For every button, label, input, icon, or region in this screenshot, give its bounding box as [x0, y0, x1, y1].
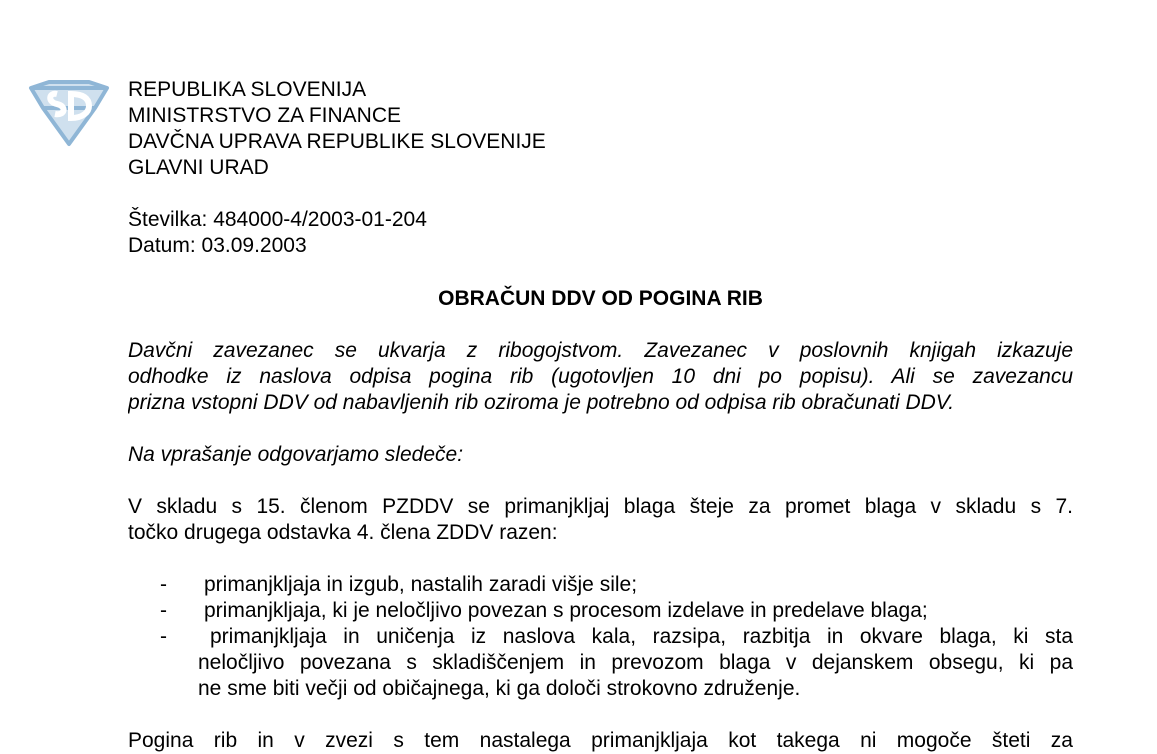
question-line-2: odhodke iz naslova odpisa pogina rib (ugotovljen 10 dni po popisu). Ali se zavezancu — [128, 365, 1073, 388]
durs-shield-logo-icon — [27, 78, 111, 150]
list-item: primanjkljaja in uničenja iz naslova kala, razsipa, razbitja in okvare blaga, ki sta — [210, 625, 1073, 648]
header-line-1: REPUBLIKA SLOVENIJA — [128, 78, 367, 101]
header-line-4: GLAVNI URAD — [128, 156, 269, 179]
header-line-3: DAVČNA UPRAVA REPUBLIKE SLOVENIJE — [128, 130, 546, 153]
document-number: Številka: 484000-4/2003-01-204 — [128, 208, 427, 231]
list-item-dash: - — [160, 625, 167, 648]
list-item-dash: - — [160, 573, 167, 596]
list-item: primanjkljaja in izgub, nastalih zaradi višje sile; — [204, 573, 638, 596]
list-item-continuation: neločljivo povezana s skladiščenjem in prevozom blaga v dejanskem obsegu, ki pa — [198, 651, 1073, 674]
list-item: primanjkljaja, ki je neločljivo povezan s procesom izdelave in predelave blaga; — [204, 599, 928, 622]
question-line-1: Davčni zavezanec se ukvarja z ribogojstvom. Zavezanec v poslovnih knjigah izkazuje — [128, 339, 1073, 362]
header-line-2: MINISTRSTVO ZA FINANCE — [128, 104, 402, 127]
list-item-dash: - — [160, 599, 167, 622]
paragraph-cut-line: Pogina rib in v zvezi s tem nastalega primanjkljaja kot takega ni mogoče šteti za — [128, 729, 1073, 752]
list-item-continuation: ne sme biti večji od običajnega, ki ga določi strokovno združenje. — [198, 677, 801, 700]
document-date: Datum: 03.09.2003 — [128, 234, 307, 257]
page-title: OBRAČUN DDV OD POGINA RIB — [438, 287, 763, 310]
answer-line-1: V skladu s 15. členom PZDDV se primanjkljaj blaga šteje za promet blaga v skladu s 7. — [128, 495, 1073, 518]
answer-line-2: točko drugega odstavka 4. člena ZDDV razen: — [128, 521, 558, 544]
answer-intro: Na vprašanje odgovarjamo sledeče: — [128, 443, 464, 466]
question-line-3: prizna vstopni DDV od nabavljenih rib oziroma je potrebno od odpisa rib obračunati DDV. — [128, 391, 955, 414]
